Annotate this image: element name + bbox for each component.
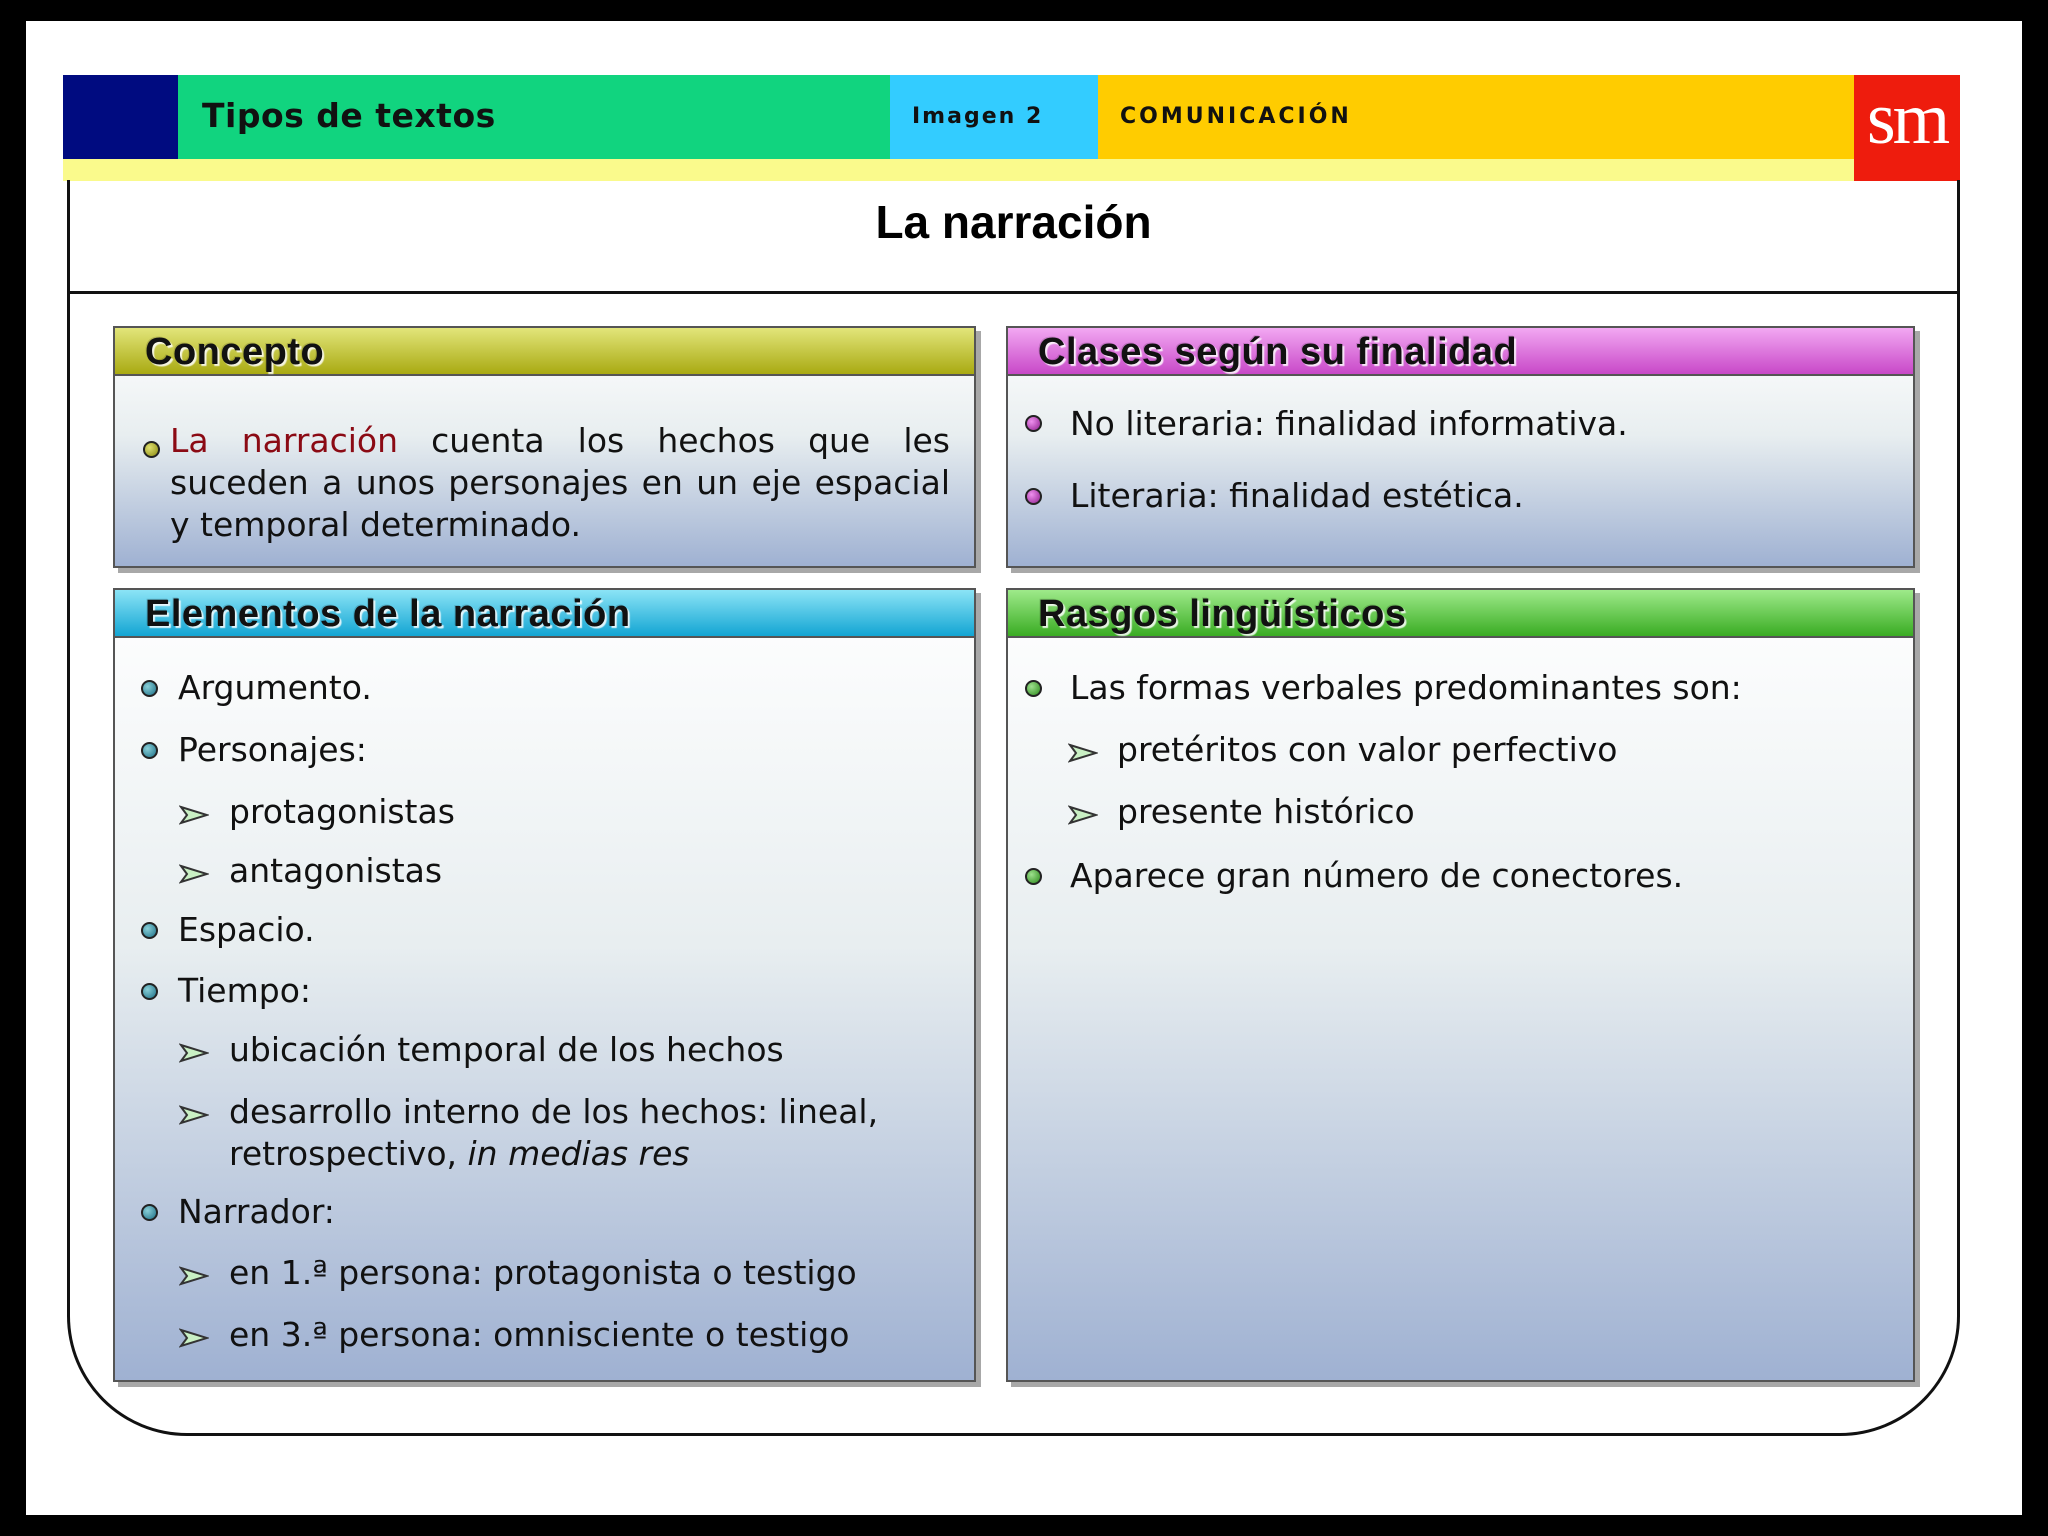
elementos-tercera-persona: en 3.ª persona: omnisciente o testigo: [229, 1315, 850, 1354]
clases-item-no-literaria: No literaria: finalidad informativa.: [1070, 404, 1628, 443]
arrow-icon: [179, 1104, 209, 1126]
arrow-icon: [179, 1042, 209, 1064]
bullet-icon: [141, 1204, 158, 1221]
elementos-espacio: Espacio.: [178, 910, 315, 949]
elementos-protagonistas: protagonistas: [229, 792, 455, 831]
bullet-icon: [1025, 868, 1042, 885]
concepto-highlight: La narración: [170, 421, 399, 460]
area-label: COMUNICACIÓN: [1120, 104, 1352, 129]
elementos-primera-persona: en 1.ª persona: protagonista o testigo: [229, 1253, 857, 1292]
clases-item-literaria: Literaria: finalidad estética.: [1070, 476, 1524, 515]
rasgos-conectores: Aparece gran número de conectores.: [1070, 856, 1684, 895]
arrow-icon: [179, 804, 209, 826]
sm-logo: sm: [1854, 75, 1960, 181]
elementos-box: [113, 588, 976, 1382]
bullet-icon: [143, 441, 160, 458]
bullet-icon: [1025, 415, 1042, 432]
rasgos-box: [1006, 588, 1915, 1382]
arrow-icon: [1068, 742, 1098, 764]
bullet-icon: [1025, 488, 1042, 505]
elementos-antagonistas: antagonistas: [229, 851, 443, 890]
elementos-tiempo: Tiempo:: [178, 971, 312, 1010]
elementos-desarrollo-line2: [229, 1133, 690, 1175]
elementos-narrador: Narrador:: [178, 1192, 335, 1231]
image-label: Imagen 2: [912, 104, 1044, 129]
rasgos-heading: Rasgos lingüísticos: [1008, 590, 1913, 638]
concepto-heading: Concepto: [115, 328, 974, 376]
desarrollo-retrospectivo: retrospectivo,: [229, 1134, 468, 1173]
concepto-box: [113, 326, 976, 568]
desarrollo-in-medias-res: in medias res: [467, 1134, 690, 1173]
header-light-strip: [63, 159, 1854, 181]
rasgos-formas: Las formas verbales predominantes son:: [1070, 668, 1742, 707]
elementos-ubicacion: ubicación temporal de los hechos: [229, 1030, 784, 1069]
concepto-text: [170, 420, 950, 546]
section-title: Tipos de textos: [202, 96, 496, 135]
arrow-icon: [179, 1327, 209, 1349]
rasgos-preteritos: pretéritos con valor perfectivo: [1117, 730, 1618, 769]
arrow-icon: [179, 1265, 209, 1287]
bullet-icon: [141, 983, 158, 1000]
concepto-body: cuenta los hechos que les suceden a unos personajes en un eje espacial y temporal determinado.: [170, 421, 950, 544]
header-navy-block: [63, 75, 178, 159]
clases-box: [1006, 326, 1915, 568]
bullet-icon: [141, 742, 158, 759]
elementos-desarrollo-line1: desarrollo interno de los hechos: lineal,: [229, 1092, 879, 1131]
elementos-personajes: Personajes:: [178, 730, 367, 769]
bullet-icon: [141, 680, 158, 697]
elementos-heading: Elementos de la narración: [115, 590, 974, 638]
arrow-icon: [1068, 804, 1098, 826]
bullet-icon: [1025, 680, 1042, 697]
clases-heading: Clases según su finalidad: [1008, 328, 1913, 376]
elementos-argumento: Argumento.: [178, 668, 372, 707]
arrow-icon: [179, 863, 209, 885]
bullet-icon: [141, 922, 158, 939]
title-divider: [67, 291, 1960, 294]
rasgos-presente: presente histórico: [1117, 792, 1415, 831]
page-title: La narración: [875, 196, 1152, 248]
